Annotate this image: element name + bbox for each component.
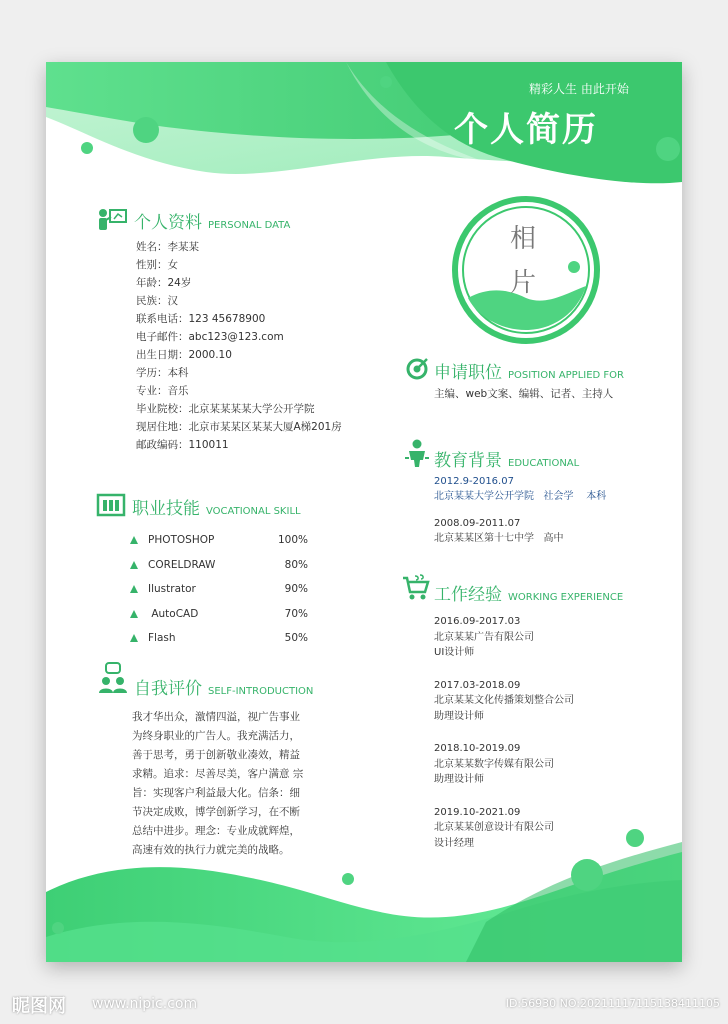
info-label: 出生日期： [136, 349, 189, 361]
intro-line: 旨：实现客户利益最大化。信条：细 [132, 787, 300, 799]
education-period: 2012.9-2016.07 [434, 476, 514, 487]
education-period: 2008.09-2011.07 [434, 518, 521, 529]
info-value: 123 45678900 [188, 313, 266, 325]
triangle-bullet-icon [130, 536, 138, 544]
skill-row [130, 553, 308, 578]
info-row [136, 346, 342, 364]
skill-row [130, 602, 308, 627]
work-company: 北京某某广告有限公司 [434, 631, 534, 643]
work-list [434, 614, 574, 868]
info-row [136, 382, 342, 400]
info-row [136, 292, 342, 310]
work-item [434, 805, 574, 852]
intro-line: 善于思考，勇于创新敬业凑效，精益 [132, 749, 300, 761]
intro-title: 自我评价 [134, 679, 202, 699]
skill-level: 90% [284, 583, 308, 596]
info-row [136, 436, 342, 454]
work-title: 工作经验 [434, 585, 502, 605]
triangle-bullet-icon [130, 561, 138, 569]
position-section-heading [434, 358, 624, 383]
work-role: 助理设计师 [434, 774, 484, 785]
intro-line: 为终身职业的广告人。我充满活力， [132, 730, 300, 742]
info-row [136, 238, 342, 256]
skills-subtitle: VOCATIONAL SKILL [206, 506, 301, 517]
info-label: 联系电话： [136, 313, 189, 325]
info-label: 性别： [136, 259, 168, 271]
info-value: 24岁 [167, 277, 192, 289]
work-period: 2017.03-2018.09 [434, 679, 521, 691]
graduate-icon [404, 438, 430, 468]
personal-info-list [136, 238, 342, 454]
education-item [434, 516, 606, 546]
info-label: 专业： [136, 385, 168, 397]
skill-name: Flash [148, 632, 176, 645]
watermark-site: 昵图网 [12, 996, 66, 1017]
work-item [434, 614, 574, 661]
work-company: 北京某某创意设计有限公司 [434, 822, 554, 833]
info-row [136, 274, 342, 292]
education-list [434, 474, 606, 558]
skills-title: 职业技能 [132, 499, 200, 519]
info-value: abc123@123.com [188, 331, 284, 343]
header-tagline: 精彩人生 由此开始 [529, 82, 629, 96]
work-item [434, 741, 574, 788]
education-detail: 北京某某区第十七中学 高中 [434, 533, 564, 544]
target-icon [406, 356, 430, 380]
triangle-bullet-icon [130, 610, 138, 618]
info-row [136, 310, 342, 328]
position-subtitle: POSITION APPLIED FOR [508, 370, 624, 381]
info-value: 北京某某某某大学公开学院 [188, 403, 315, 415]
info-row [136, 328, 342, 346]
work-role: 助理设计师 [434, 710, 484, 722]
work-role: 设计经理 [434, 837, 474, 849]
intro-line: 节决定成败，博学创新学习，在不断 [132, 806, 300, 818]
info-row [136, 400, 342, 418]
skill-level: 80% [284, 558, 308, 571]
intro-line: 求精。追求：尽善尽美，客户满意 宗 [132, 768, 304, 780]
info-label: 学历： [136, 367, 168, 379]
toolbox-icon [96, 491, 126, 517]
watermark-url: www.nipic.com [92, 996, 198, 1012]
presenter-icon [96, 207, 128, 237]
education-subtitle: EDUCATIONAL [508, 458, 580, 469]
education-item [434, 474, 606, 504]
info-label: 现居住地： [136, 421, 189, 433]
info-label: 毕业院校： [136, 403, 189, 415]
watermark-id: ID:56930 NO:20211117115138411105 [505, 997, 720, 1010]
photo-placeholder [450, 194, 602, 346]
people-chat-icon [98, 662, 128, 694]
intro-paragraph [132, 708, 328, 860]
applied-jobs: 主编、web文案、编辑、记者、主持人 [434, 388, 614, 400]
skill-row [130, 577, 308, 602]
skill-row [130, 528, 308, 553]
work-company: 北京某某文化传播策划整合公司 [434, 695, 574, 706]
info-value: 汉 [167, 295, 178, 307]
intro-line: 总结中进步。理念：专业成就辉煌， [132, 825, 300, 837]
work-company: 北京某某数字传媒有限公司 [434, 758, 554, 770]
info-value: 北京市某某区某某大厦A梯201房 [188, 421, 342, 433]
info-label: 民族： [136, 295, 168, 307]
triangle-bullet-icon [130, 585, 138, 593]
intro-subtitle: SELF-INTRODUCTION [208, 686, 314, 697]
education-detail: 北京某某大学公开学院 社会学 本科 [434, 491, 607, 502]
skill-level: 50% [284, 632, 308, 645]
info-label: 姓名： [136, 241, 168, 253]
info-value: 本科 [167, 367, 189, 379]
work-item [434, 678, 574, 725]
position-title: 申请职位 [434, 363, 502, 383]
personal-subtitle: PERSONAL DATA [208, 220, 291, 231]
skill-list [130, 528, 308, 651]
education-section-heading [434, 446, 579, 471]
triangle-bullet-icon [130, 634, 138, 642]
work-subtitle: WORKING EXPERIENCE [508, 592, 624, 603]
work-period: 2016.09-2017.03 [434, 616, 521, 627]
info-label: 电子邮件： [136, 331, 189, 343]
personal-section-heading [134, 208, 290, 233]
work-section-heading [434, 580, 623, 605]
page-title: 个人简历 [454, 110, 598, 150]
skill-level: 70% [284, 607, 308, 620]
info-value: 女 [167, 259, 178, 271]
skill-name: Ilustrator [148, 583, 196, 596]
skill-row [130, 626, 308, 651]
skill-name: AutoCAD [148, 607, 199, 620]
info-value: 音乐 [167, 385, 189, 397]
cart-icon [402, 574, 430, 602]
info-row [136, 364, 342, 382]
intro-line: 高速有效的执行力就完美的战略。 [132, 844, 290, 856]
work-period: 2019.10-2021.09 [434, 806, 521, 818]
work-role: UI设计师 [434, 647, 475, 658]
resume-page [46, 62, 682, 962]
photo-text-2: 片 [510, 268, 537, 298]
skill-name: CORELDRAW [148, 558, 216, 571]
info-row [136, 418, 342, 436]
info-row [136, 256, 342, 274]
info-value: 李某某 [167, 241, 199, 253]
skills-section-heading [132, 494, 301, 519]
work-period: 2018.10-2019.09 [434, 743, 521, 754]
info-value: 110011 [188, 439, 229, 451]
skill-name: PHOTOSHOP [148, 534, 215, 547]
photo-text-1: 相 [510, 224, 537, 254]
info-label: 年龄： [136, 277, 168, 289]
education-title: 教育背景 [434, 451, 502, 471]
personal-title: 个人资料 [134, 213, 202, 233]
intro-section-heading [134, 674, 313, 699]
info-value: 2000.10 [188, 349, 232, 361]
info-label: 邮政编码： [136, 439, 189, 451]
intro-line: 我才华出众，激情四溢，视广告事业 [132, 711, 300, 723]
skill-level: 100% [277, 534, 308, 547]
